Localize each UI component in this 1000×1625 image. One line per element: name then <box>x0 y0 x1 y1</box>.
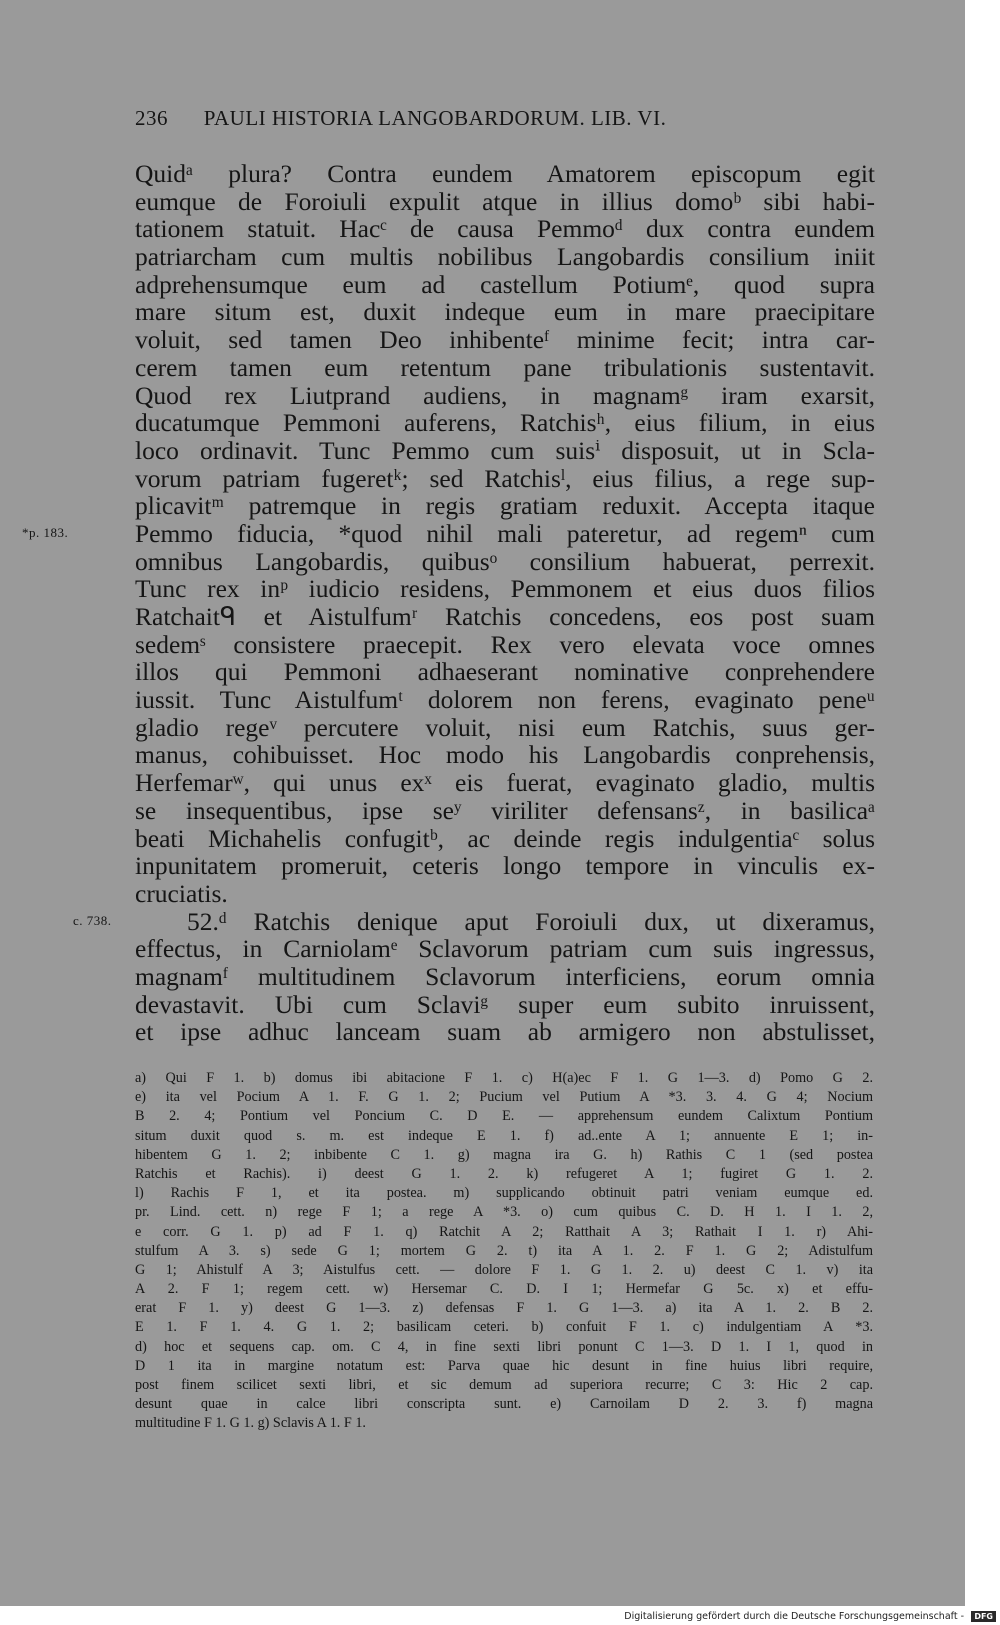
text-line: illos qui Pemmoni adhaeserant nominative conprehendere <box>135 657 875 687</box>
footnote-line: pr. Lind. cett. n) rege F 1; a rege A *3. o) cum quibus C. D. H 1. I 1. 2, <box>135 1204 873 1221</box>
text-line: se insequentibus, ipse seʸ viriliter defensansᶻ, in basilicaᵃ <box>135 795 875 825</box>
text-line: Ratchaitᑫ et Aistulfumʳ Ratchis concedens, eos post suam <box>135 602 875 631</box>
footnote-line: Ratchis et Rachis). i) deest G 1. 2. k) refugeret A 1; fugiret G 1. 2. <box>135 1165 873 1182</box>
footnote-line: d) hoc et sequens cap. om. C 4, in fine sexti libri ponunt C 1—3. D 1. I 1, quod in <box>135 1338 873 1355</box>
text-line: adprehensumque eum ad castellum Potiumᵉ, quod supra <box>135 269 875 299</box>
footnote-line: B 2. 4; Pontium vel Poncium C. D E. — apprehensum eundem Calixtum Pontium <box>135 1108 873 1125</box>
footnote-line: a) Qui F 1. b) domus ibi abitacione F 1. c) H(a)ec F 1. G 1—3. d) Pomo G 2. <box>135 1070 873 1086</box>
text-line: et ipse adhuc lanceam suam ab armigero non abstulisset, <box>135 1017 875 1047</box>
text-line: ducatumque Pemmoni auferens, Ratchisʰ, eius filium, in eius <box>135 408 875 438</box>
footnote-line: multitudine F 1. G 1. g) Sclavis A 1. F 1. <box>135 1415 366 1432</box>
running-head <box>135 106 666 131</box>
footnote-line: hibentem G 1. 2; inbibente C 1. g) magna ira G. h) Rathis C 1 (sed postea <box>135 1146 873 1163</box>
text-line: eumque de Foroiuli expulit atque in illius domoᵇ sibi habi- <box>135 186 875 216</box>
footnote-line: G 1; Ahistulf A 3; Aistulfus cett. — dolore F 1. G 1. 2. u) deest C 1. v) ita <box>135 1261 873 1278</box>
text-line: devastavit. Ubi cum Sclaviᵍ super eum subito inruissent, <box>135 989 875 1019</box>
text-line: effectus, in Carniolamᵉ Sclavorum patriam cum suis ingressus, <box>135 934 875 964</box>
text-line: mare situm est, duxit indeque eum in mare praecipitare <box>135 297 875 327</box>
text-line: beati Michahelis confugitᵇ, ac deinde regis indulgentiaᶜ solus <box>135 823 875 853</box>
footnote-line: situm duxit quod s. m. est indeque E 1. f) ad..ente A 1; annuente E 1; in- <box>135 1127 873 1144</box>
page-number: 236 <box>135 106 168 130</box>
footnotes <box>135 1069 873 1434</box>
footnote-line: l) Rachis F 1, et ita postea. m) supplicando obtinuit patri veniam eumque ed. <box>135 1185 873 1202</box>
text-line: voluit, sed tamen Deo inhibenteᶠ minime fecit; intra car- <box>135 325 875 355</box>
footnote-line: A 2. F 1; regem cett. w) Hersemar C. D. I 1; Hermefar G 5c. x) et effu- <box>135 1281 873 1298</box>
text-line: vorum patriam fugeretᵏ; sed Ratchisˡ, eius filius, a rege sup- <box>135 463 875 493</box>
footnote-line: e) ita vel Pocium A 1. F. G 1. 2; Pucium vel Putium A *3. 3. 4. G 4; Nocium <box>135 1089 873 1106</box>
text-line: omnibus Langobardis, quibusᵒ consilium habuerat, perrexit. <box>135 546 875 576</box>
text-line: manus, cohibuisset. Hoc modo his Langobardis conprehensis, <box>135 740 875 770</box>
text-line: Tunc rex inᵖ iudicio residens, Pemmonem et eius duos filios <box>135 574 875 604</box>
text-line: sedemˢ consistere praecepit. Rex vero elevata voce omnes <box>135 629 875 659</box>
text-line: plicavitᵐ patremque in regis gratiam reduxit. Accepta itaque <box>135 491 875 521</box>
text-line: patriarcham cum multis nobilibus Langobardis consilium iniit <box>135 242 875 272</box>
text-line: Quidᵃ plura? Contra eundem Amatorem episcopum egit <box>135 159 875 188</box>
text-line: magnamᶠ multitudinem Sclavorum interficiens, eorum omnia <box>135 961 875 991</box>
text-line: Pemmo fiducia, *quod nihil mali pateretur, ad regemⁿ cum <box>135 518 875 548</box>
margin-page-reference: *p. 183. <box>22 525 69 540</box>
text-line: inpunitatem promeruit, ceteris longo tempore in vinculis ex- <box>135 851 875 881</box>
chapter-start-line: 52.ᵈ Ratchis denique aput Foroiuli dux, ut dixeramus, <box>187 906 875 936</box>
dfg-logo: DFG <box>971 1611 996 1622</box>
running-title: PAULI HISTORIA LANGOBARDORUM. LIB. VI. <box>203 106 667 130</box>
footnote-line: e corr. G 1. p) ad F 1. q) Ratchit A 2; Ratthait A 3; Rathait I 1. r) Ahi- <box>135 1223 873 1240</box>
text-line: Quod rex Liutprand audiens, in magnamᵍ iram exarsit, <box>135 380 875 410</box>
footnote-line: D 1 ita in margine notatum est: Parva quae hic desunt in fine huius libri require, <box>135 1357 873 1374</box>
digitization-credit: Digitalisierung gefördert durch die Deutsche Forschungsgemeinschaft - <box>624 1611 964 1622</box>
footnote-line: E 1. F 1. 4. G 1. 2; basilicam ceteri. b) confuit F 1. c) indulgentiam A *3. <box>135 1319 873 1336</box>
footnote-line: erat F 1. y) deest G 1—3. z) defensas F 1. G 1—3. a) ita A 1. 2. B 2. <box>135 1300 873 1317</box>
text-line: tationem statuit. Hacᶜ de causa Pemmoᵈ dux contra eundem <box>135 214 875 244</box>
footnote-line: post finem scilicet sexti libri, et sic demum ad superiora recurre; C 3: Hic 2 cap. <box>135 1377 873 1393</box>
text-line: loco ordinavit. Tunc Pemmo cum suisⁱ disposuit, ut in Scla- <box>135 435 875 465</box>
text-line: cerem tamen eum retentum pane tribulationis sustentavit. <box>135 352 875 382</box>
main-text <box>135 160 875 1046</box>
text-line: gladio regeᵛ percutere voluit, nisi eum Ratchis, suus ger- <box>135 712 875 742</box>
text-line: iussit. Tunc Aistulfumᵗ dolorem non ferens, evaginato peneᵘ <box>135 685 875 715</box>
text-line: cruciatis. <box>135 878 228 908</box>
footnote-line: desunt quae in calce libri conscripta sunt. e) Carnoilam D 2. 3. f) magna <box>135 1396 873 1413</box>
margin-date: c. 738. <box>73 913 112 928</box>
text-line: Herfemarʷ, qui unus exˣ eis fuerat, evaginato gladio, multis <box>135 768 875 798</box>
footnote-line: stulfum A 3. s) sede G 1; mortem G 2. t) ita A 1. 2. F 1. G 2; Adistulfum <box>135 1242 873 1259</box>
